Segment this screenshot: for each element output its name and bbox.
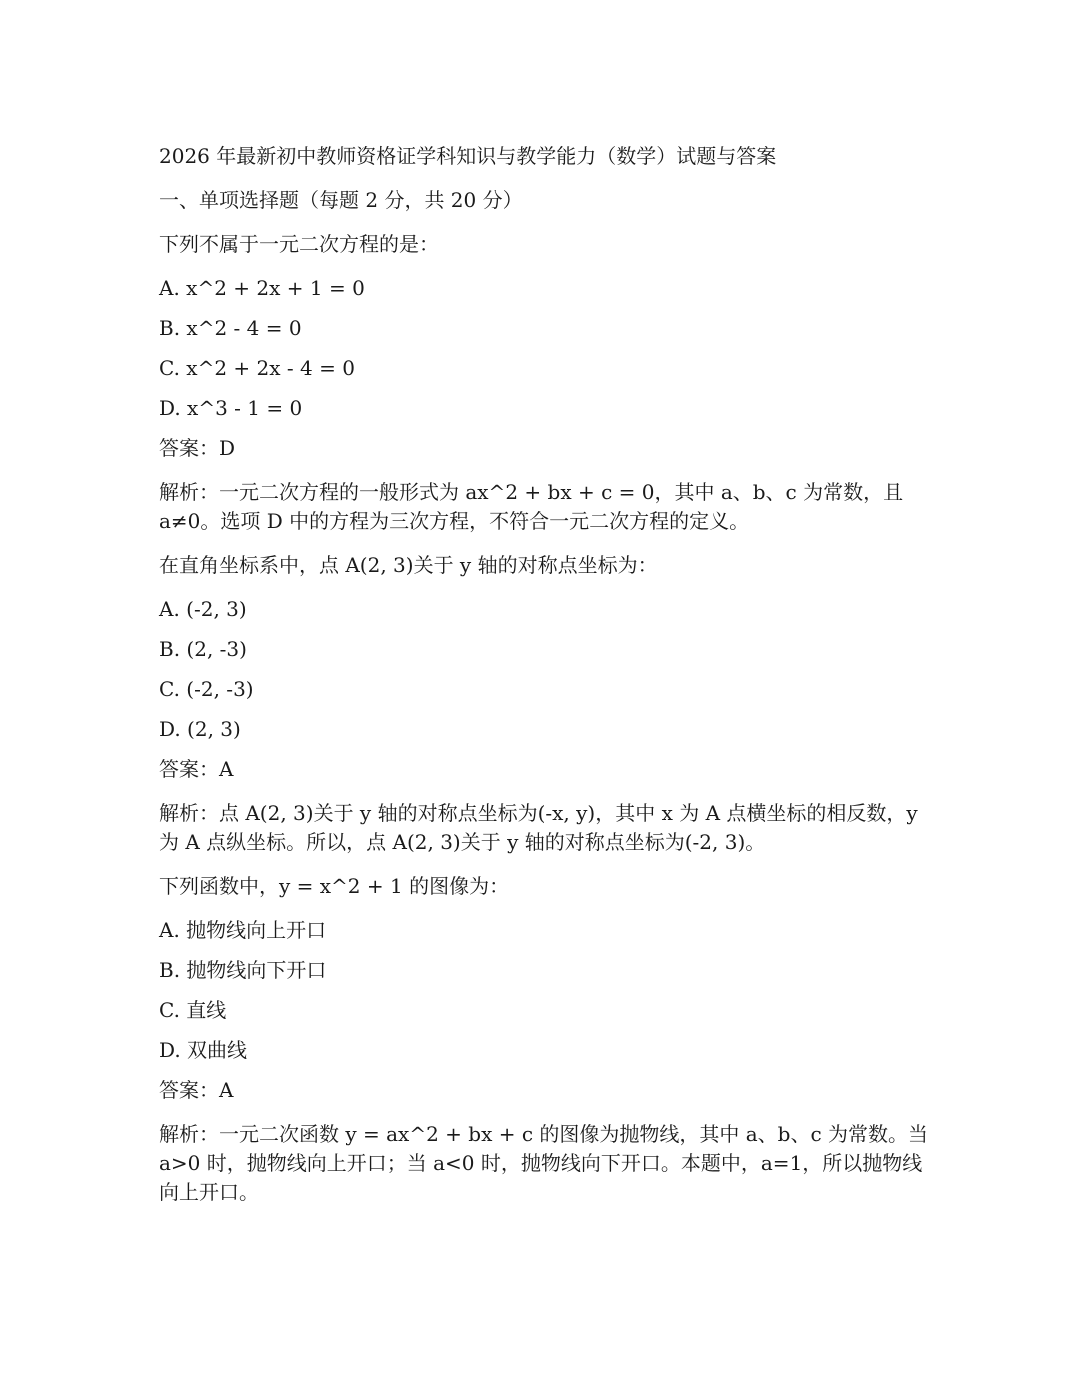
option-d: D. x^3 - 1 = 0	[159, 396, 303, 420]
option-b: B. 抛物线向下开口	[159, 958, 327, 982]
question-stem: 下列不属于一元二次方程的是：	[159, 232, 439, 256]
section-heading: 一、单项选择题（每题 2 分，共 20 分）	[159, 188, 523, 212]
question-3	[159, 872, 929, 1207]
option-d: D. (2, 3)	[159, 717, 241, 741]
answer: 答案：A	[159, 1078, 234, 1102]
answer: 答案：D	[159, 436, 236, 460]
option-d: D. 双曲线	[159, 1038, 248, 1062]
option-a: A. (-2, 3)	[159, 597, 247, 621]
document-body	[159, 142, 929, 1222]
option-c: C. x^2 + 2x - 4 = 0	[159, 356, 355, 380]
option-c: C. (-2, -3)	[159, 677, 254, 701]
document-title: 2026 年最新初中教师资格证学科知识与教学能力（数学）试题与答案	[159, 144, 777, 168]
analysis: 解析：点 A(2, 3)关于 y 轴的对称点坐标为(-x, y)，其中 x 为 A 点横坐标的相反数，y 为 A 点纵坐标。所以，点 A(2, 3)关于 y 轴的对称点坐标为(-2, 3)。	[159, 801, 918, 854]
analysis: 解析：一元二次函数 y = ax^2 + bx + c 的图像为抛物线，其中 a、b、c 为常数。当 a>0 时，抛物线向上开口；当 a<0 时，抛物线向下开口。本题中，a=1，所以抛物线向上开口。	[159, 1122, 929, 1204]
question-1	[159, 230, 929, 536]
answer: 答案：A	[159, 757, 234, 781]
question-2	[159, 551, 929, 857]
option-b: B. (2, -3)	[159, 637, 247, 661]
option-a: A. 抛物线向上开口	[159, 918, 327, 942]
option-a: A. x^2 + 2x + 1 = 0	[159, 276, 365, 300]
question-stem: 下列函数中，y = x^2 + 1 的图像为：	[159, 874, 510, 898]
analysis: 解析：一元二次方程的一般形式为 ax^2 + bx + c = 0，其中 a、b、c 为常数，且 a≠0。选项 D 中的方程为三次方程，不符合一元二次方程的定义。	[159, 480, 904, 533]
option-b: B. x^2 - 4 = 0	[159, 316, 302, 340]
question-stem: 在直角坐标系中，点 A(2, 3)关于 y 轴的对称点坐标为：	[159, 553, 658, 577]
option-c: C. 直线	[159, 998, 227, 1022]
